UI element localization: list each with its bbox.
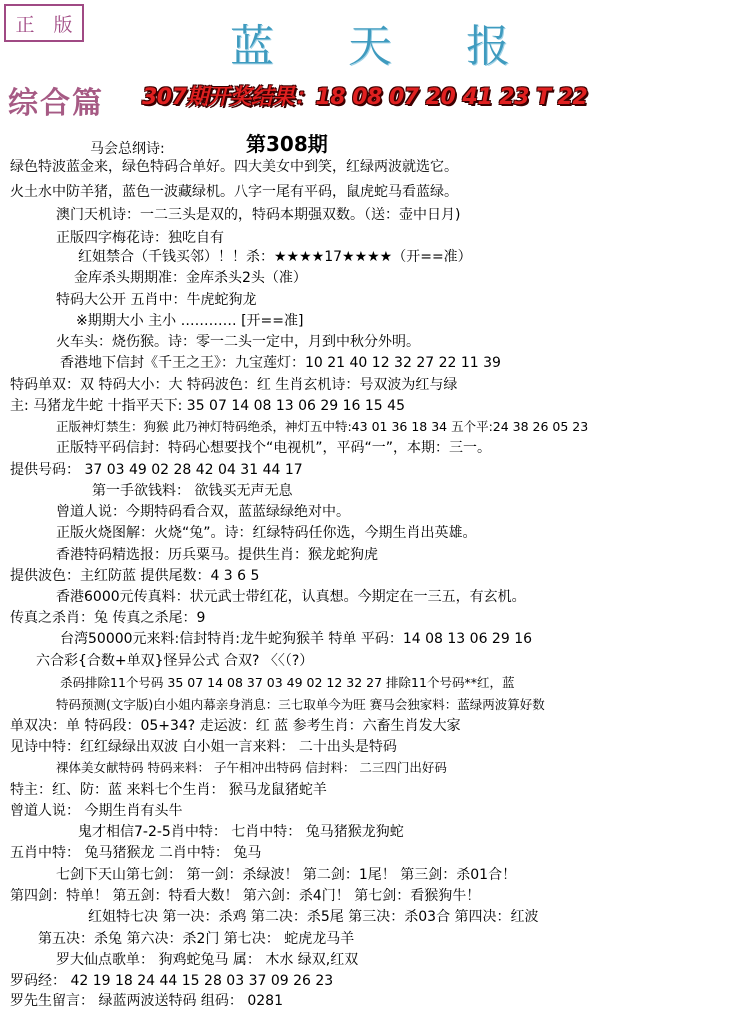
badge-char-1: 正	[15, 13, 35, 36]
content-line: 第一手欲钱料： 欲钱买无声无息	[92, 483, 293, 499]
content-line: 马会总纲诗:	[90, 141, 165, 157]
content-line: 罗大仙点歌单： 狗鸡蛇兔马 属： 木水 绿双,红双	[56, 952, 359, 968]
content-line: 澳门天机诗：一二三头是双的，特码本期强双数。（送：壶中日月)	[56, 207, 461, 223]
content-line: 鬼才相信7-2-5肖中特： 七肖中特： 兔马猪猴龙狗蛇	[78, 824, 404, 840]
masthead-char-1: 蓝	[230, 21, 274, 72]
content-line: 传真之杀肖：兔 传真之杀尾：9	[10, 610, 206, 626]
content-line: 红姐特七决 第一决：杀鸡 第二决：杀5尾 第三决：杀03合 第四决：红波	[88, 909, 539, 925]
content-line: 金库杀头期期准：金库杀头2头（准）	[74, 270, 307, 286]
content-line: 五肖中特： 兔马猪猴龙 二肖中特： 兔马	[10, 845, 262, 861]
content-line: 正版火烧图解：火烧“兔”。诗：红绿特码任你选，今期生肖出英雄。	[56, 525, 477, 541]
content-line: 六合彩{合数+单双}怪异公式 合双? 〈〈（?）	[36, 653, 314, 669]
content-line: 主: 马猪龙牛蛇 十指平天下: 35 07 14 08 13 06 29 16 15 45	[10, 398, 405, 414]
content-line: 第四剑：特单！ 第五剑：特看大数！ 第六剑：杀4门！ 第七剑：看猴狗牛！	[10, 888, 481, 904]
content-line: 红姐禁合（千钱买邻）！！杀：★★★★17★★★★（开==准）	[78, 249, 472, 265]
content-line: 罗码经： 42 19 18 24 44 15 28 03 37 09 26 23	[10, 973, 334, 989]
issue-number: 第308期	[246, 132, 328, 156]
content-line: 正版特平码信封：特码心想要找个“电视机”，平码“一”，本期：三一。	[56, 440, 492, 456]
masthead-char-3: 报	[466, 21, 510, 72]
content-line: 特码大公开 五肖中：牛虎蛇狗龙	[56, 292, 257, 308]
content-line: 罗先生留言： 绿蓝两波送特码 组码： 0281	[10, 993, 283, 1009]
content-line: 见诗中特：红红绿绿出双波 白小姐一言来料： 二十出头是特码	[10, 739, 397, 755]
content-line: 正版四字梅花诗：独吃自有	[56, 230, 224, 246]
content-line: 杀码排除11个号码 35 07 14 08 37 03 49 02 12 32 27 排除11个号码**红，蓝	[60, 675, 515, 690]
content-line: ※期期大小 主小 ………… [开==准]	[76, 313, 304, 329]
content-line: 曾道人说：今期特码看合双，蓝蓝绿绿绝对中。	[56, 504, 350, 520]
content-line: 曾道人说： 今期生肖有头牛	[10, 803, 183, 819]
content-line: 七剑下天山第七剑： 第一剑：杀绿波！ 第二剑：1尾！ 第三剑：杀01合！	[56, 867, 517, 883]
content-line: 火车头：烧伤猴。诗：零一二头一定中，月到中秋分外明。	[56, 334, 420, 350]
content-line: 单双决：单 特码段：05+34? 走运波：红 蓝 参考生肖：六畜生肖发大家	[10, 718, 461, 734]
content-line: 绿色特波蓝金来，绿色特码合单好。四大美女中到笑，红绿两波就选它。	[10, 159, 458, 175]
draw-result: 307期开奖结果：18 08 07 20 41 23 T 22	[142, 85, 588, 110]
content-line: 提供号码： 37 03 49 02 28 42 04 31 44 17	[10, 462, 303, 478]
content-line: 香港特码精选报：历兵粟马。提供生肖：猴龙蛇狗虎	[56, 547, 378, 563]
content-line: 台湾50000元来料:信封特肖:龙牛蛇狗猴羊 特单 平码：14 08 13 06 29 16	[60, 631, 533, 647]
masthead-char-2: 天	[348, 21, 392, 72]
badge-char-2: 版	[53, 13, 73, 36]
content-line: 特码单双：双 特码大小：大 特码波色：红 生肖玄机诗：号双波为红与绿	[10, 377, 458, 393]
content-line: 特主：红、防：蓝 来料七个生肖： 猴马龙鼠猪蛇羊	[10, 782, 327, 798]
content-line: 火土水中防羊猪，蓝色一波藏绿机。八字一尾有平码，鼠虎蛇马看蓝绿。	[10, 184, 458, 200]
content-line: 香港地下信封《千王之王》：九宝莲灯：10 21 40 12 32 27 22 11 39	[60, 355, 501, 371]
content-line: 提供波色：主红防蓝 提供尾数：4 3 6 5	[10, 568, 260, 584]
content-line: 第五决：杀兔 第六决：杀2门 第七决： 蛇虎龙马羊	[38, 931, 355, 947]
content-line: 正版神灯禁生：狗猴 此乃神灯特码绝杀，神灯五中特:43 01 36 18 34 五个平:24 38 26 05 23	[56, 419, 589, 434]
content-line: 特码预测(文字版)白小姐内幕亲身消息：三七取单今为旺 赛马会独家料：蓝绿两波算好数	[56, 697, 545, 712]
content-line: 裸体美女献特码 特码来料： 子午相冲出特码 信封料： 二三四门出好码	[56, 760, 447, 775]
section-title: 综合篇	[8, 86, 104, 121]
content-line: 香港6000元传真料：状元武士带红花，认真想。今期定在一三五，有玄机。	[56, 589, 526, 605]
